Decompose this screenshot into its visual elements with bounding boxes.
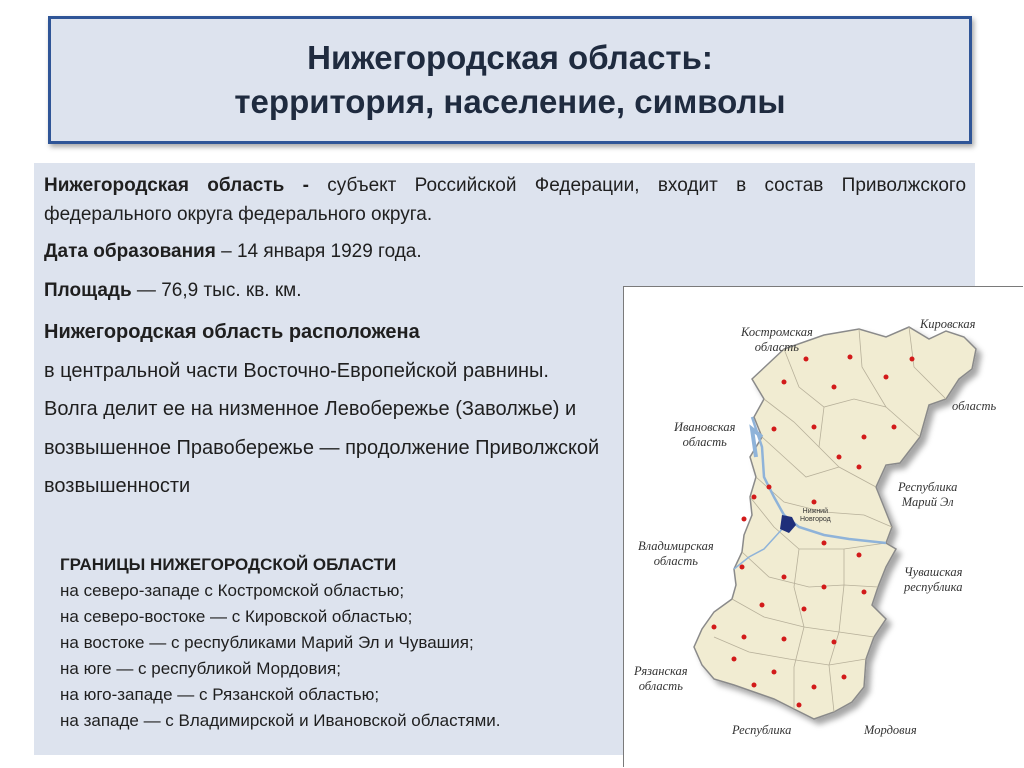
map-label-nn-line1: Нижний xyxy=(802,508,829,515)
location-bold: Нижегородская область расположена xyxy=(44,321,420,343)
map-label-ryazan-line2: область xyxy=(638,679,683,693)
page-title-line-2: территория, население, символы xyxy=(234,83,786,120)
map-label-mariel xyxy=(898,480,957,510)
map-label-kirov-line1: Кировская xyxy=(920,317,976,331)
map-label-nn-line2: Новгород xyxy=(800,516,831,523)
map-label-nizhny-novgorod xyxy=(800,508,831,524)
map-label-kirov-2 xyxy=(952,399,996,414)
map-label-respublika xyxy=(732,723,791,738)
borders-list xyxy=(60,552,501,734)
founded-text: – 14 января 1929 года. xyxy=(215,241,422,262)
borders-item: на северо-востоке — с Кировской областью; xyxy=(60,607,413,626)
map-label-kostroma-line2: область xyxy=(754,340,799,354)
map-label-mariel-line2: Марий Эл xyxy=(901,495,954,509)
map-label-chuvash-line1: Чувашская xyxy=(904,565,963,579)
map-label-ivanovo xyxy=(674,420,735,450)
map-label-vladimir xyxy=(638,539,714,569)
region-map xyxy=(623,286,1023,767)
area-label: Площадь xyxy=(44,280,132,301)
map-label-ivanovo-line1: Ивановская xyxy=(674,420,736,434)
map-label-respublika-line1: Республика xyxy=(732,723,792,737)
location-text: в центральной части Восточно-Европейской равнины. Волга делит ее на низменное Левобережье (Заволжье) и возвышенное Правобережье — продолжение Приволжской возвышенности xyxy=(44,359,600,497)
borders-item: на северо-западе с Костромской областью; xyxy=(60,581,405,600)
map-label-kostroma xyxy=(741,325,813,355)
map-label-mordovia-line1: Мордовия xyxy=(864,723,917,737)
intro-founded xyxy=(44,237,422,266)
page-title-line-1: Нижегородская область: xyxy=(307,39,713,76)
map-label-chuvash xyxy=(904,565,962,595)
title-box xyxy=(48,16,972,144)
map-label-ryazan xyxy=(634,664,688,694)
map-label-vladimir-line1: Владимирская xyxy=(638,539,714,553)
borders-item: на востоке — с республиками Марий Эл и Чувашия; xyxy=(60,633,474,652)
map-label-mariel-line1: Республика xyxy=(898,480,958,494)
intro-subject-bold: Нижегородская область - xyxy=(44,175,309,196)
borders-heading: ГРАНИЦЫ НИЖЕГОРОДСКОЙ ОБЛАСТИ xyxy=(60,555,397,574)
map-label-ryazan-line1: Рязанская xyxy=(634,664,688,678)
map-label-kirov xyxy=(920,317,975,332)
map-label-vladimir-line2: область xyxy=(653,554,698,568)
map-label-chuvash-line2: республика xyxy=(904,580,963,594)
intro-area xyxy=(44,276,302,305)
intro-location xyxy=(44,313,604,506)
intro-subject xyxy=(44,171,966,229)
region-map-svg xyxy=(624,287,1024,768)
intro-subject-text: субъект Российской Федерации, входит в состав Приволжского федерального округа федерального округа. xyxy=(44,175,967,225)
borders-item: на юго-западе — с Рязанской областью; xyxy=(60,685,380,704)
borders-item: на западе — с Владимирской и Ивановской областями. xyxy=(60,711,501,730)
map-label-mordovia xyxy=(864,723,917,738)
map-label-kostroma-line1: Костромская xyxy=(741,325,813,339)
founded-label: Дата образования xyxy=(44,241,216,262)
borders-item: на юге — с республикой Мордовия; xyxy=(60,659,341,678)
map-label-kirov-line2: область xyxy=(952,399,997,413)
area-text: — 76,9 тыс. кв. км. xyxy=(131,280,302,301)
map-label-ivanovo-line2: область xyxy=(682,435,727,449)
